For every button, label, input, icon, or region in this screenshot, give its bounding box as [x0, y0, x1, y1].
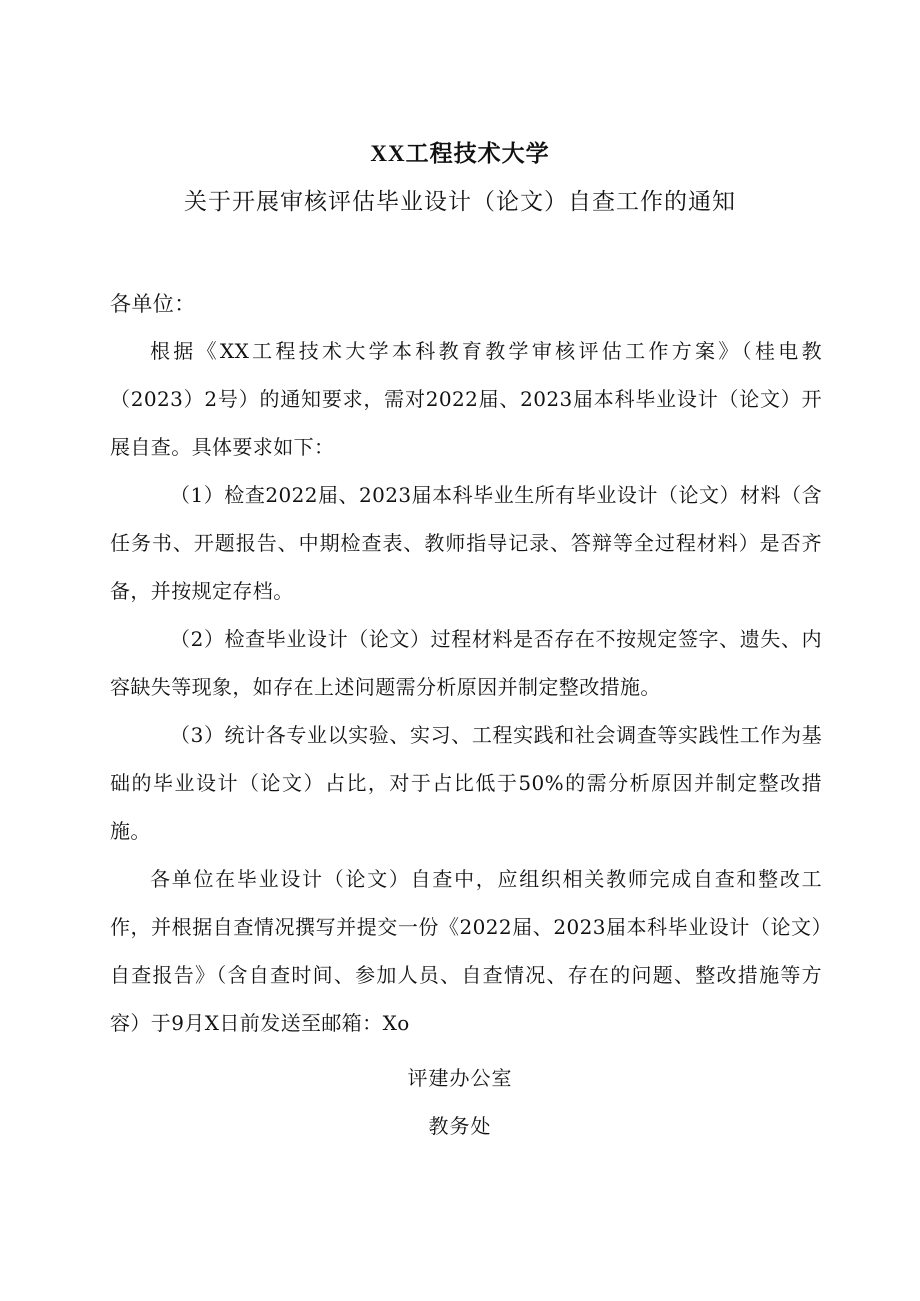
signature-academic-affairs: 教务处	[428, 1114, 492, 1138]
paragraph-submission: 各单位在毕业设计（论文）自查中，应组织相关教师完成自查和整改工作，并根据自查情况撰写并提交一份《2022届、2023届本科毕业设计（论文）自查报告》（含自查时间、参加人员、自查情况、存在的问题、整改措施等方容）于9月X日前发送至邮箱：Xo	[110, 867, 822, 1035]
signature-office: 评建办公室	[407, 1066, 513, 1090]
document-title-notice: 关于开展审核评估毕业设计（论文）自查工作的通知	[184, 189, 736, 215]
salutation: 各单位：	[110, 292, 196, 316]
paragraph-requirement-3: （3）统计各专业以实验、实习、工程实践和社会调查等实践性工作为基础的毕业设计（论文）占比，对于占比低于50%的需分析原因并制定整改措施。	[110, 723, 822, 843]
document-title-university: XX工程技术大学	[370, 141, 550, 166]
paragraph-intro: 根据《XX工程技术大学本科教育教学审核评估工作方案》（桂电教（2023）2号）的通知要求，需对2022届、2023届本科毕业设计（论文）开展自查。具体要求如下：	[110, 339, 822, 459]
paragraph-requirement-2: （2）检查毕业设计（论文）过程材料是否存在不按规定签字、遗失、内容缺失等现象，如存在上述问题需分析原因并制定整改措施。	[110, 627, 822, 699]
paragraph-requirement-1: （1）检查2022届、2023届本科毕业生所有毕业设计（论文）材料（含任务书、开题报告、中期检查表、教师指导记录、答辩等全过程材料）是否齐备，并按规定存档。	[110, 483, 822, 603]
